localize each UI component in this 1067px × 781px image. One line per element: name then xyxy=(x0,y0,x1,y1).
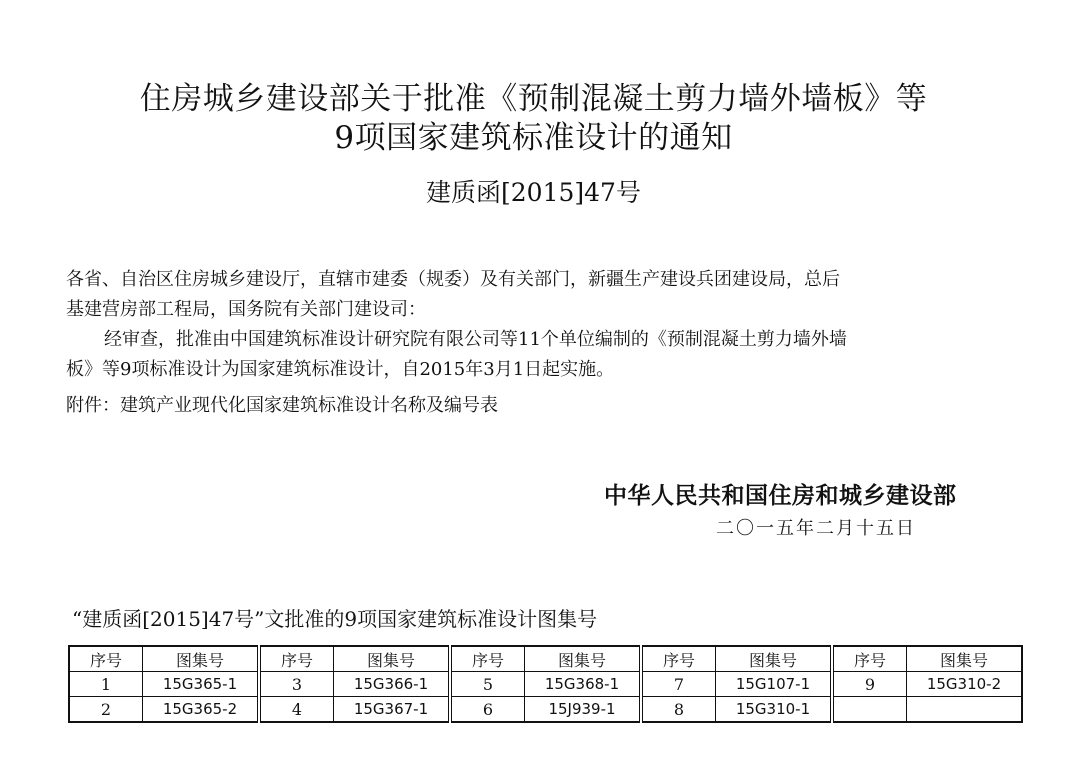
serial-no-cell: 4 xyxy=(259,697,334,723)
header-atlas-no: 图集号 xyxy=(716,646,833,672)
atlas-no-cell xyxy=(907,697,1023,723)
issue-date: 二〇一五年二月十五日 xyxy=(716,518,916,539)
addressee-line-1: 各省、自治区住房城乡建设厅，直辖市建委（规委）及有关部门，新疆生产建设兵团建设局，总后 xyxy=(66,269,840,290)
serial-no-cell: 9 xyxy=(832,672,907,697)
atlas-no-cell: 15G310-2 xyxy=(907,672,1023,697)
atlas-no-cell: 15G365-2 xyxy=(143,697,260,723)
serial-no-cell: 6 xyxy=(450,697,525,723)
header-serial-no: 序号 xyxy=(69,646,143,672)
serial-no-cell: 3 xyxy=(259,672,334,697)
atlas-number-table xyxy=(68,645,1023,723)
serial-no-cell: 8 xyxy=(641,697,716,723)
table-caption: “建质函[2015]47号”文批准的9项国家建筑标准设计图集号 xyxy=(72,607,598,631)
atlas-no-cell: 15G107-1 xyxy=(716,672,833,697)
table-row xyxy=(69,697,1022,723)
header-serial-no: 序号 xyxy=(450,646,525,672)
body-paragraph-line-1: 经审查，批准由中国建筑标准设计研究院有限公司等11个单位编制的《预制混凝土剪力墙外墙 xyxy=(104,329,847,350)
addressee-line-2: 基建营房部工程局，国务院有关部门建设司： xyxy=(66,299,426,320)
header-serial-no: 序号 xyxy=(259,646,334,672)
atlas-no-cell: 15G367-1 xyxy=(334,697,451,723)
notice-title-line-1: 住房城乡建设部关于批准《预制混凝土剪力墙外墙板》等 xyxy=(139,81,928,117)
notice-title-line-2: 9项国家建筑标准设计的通知 xyxy=(334,120,733,156)
atlas-no-cell: 15G368-1 xyxy=(525,672,642,697)
serial-no-cell: 5 xyxy=(450,672,525,697)
header-serial-no: 序号 xyxy=(832,646,907,672)
atlas-no-cell: 15G310-1 xyxy=(716,697,833,723)
issuing-authority: 中华人民共和国住房和城乡建设部 xyxy=(604,483,957,509)
body-paragraph-line-2: 板》等9项标准设计为国家建筑标准设计，自2015年3月1日起实施。 xyxy=(66,359,615,380)
atlas-no-cell: 15G366-1 xyxy=(334,672,451,697)
atlas-no-cell: 15G365-1 xyxy=(143,672,260,697)
table-row xyxy=(69,672,1022,697)
header-atlas-no: 图集号 xyxy=(907,646,1023,672)
serial-no-cell: 2 xyxy=(69,697,143,723)
serial-no-cell: 7 xyxy=(641,672,716,697)
table-header-row xyxy=(69,646,1022,672)
header-atlas-no: 图集号 xyxy=(334,646,451,672)
serial-no-cell xyxy=(832,697,907,723)
header-atlas-no: 图集号 xyxy=(143,646,260,672)
document-number: 建质函[2015]47号 xyxy=(426,178,641,207)
serial-no-cell: 1 xyxy=(69,672,143,697)
atlas-no-cell: 15J939-1 xyxy=(525,697,642,723)
header-atlas-no: 图集号 xyxy=(525,646,642,672)
attachment-note: 附件：建筑产业现代化国家建筑标准设计名称及编号表 xyxy=(66,395,498,416)
header-serial-no: 序号 xyxy=(641,646,716,672)
